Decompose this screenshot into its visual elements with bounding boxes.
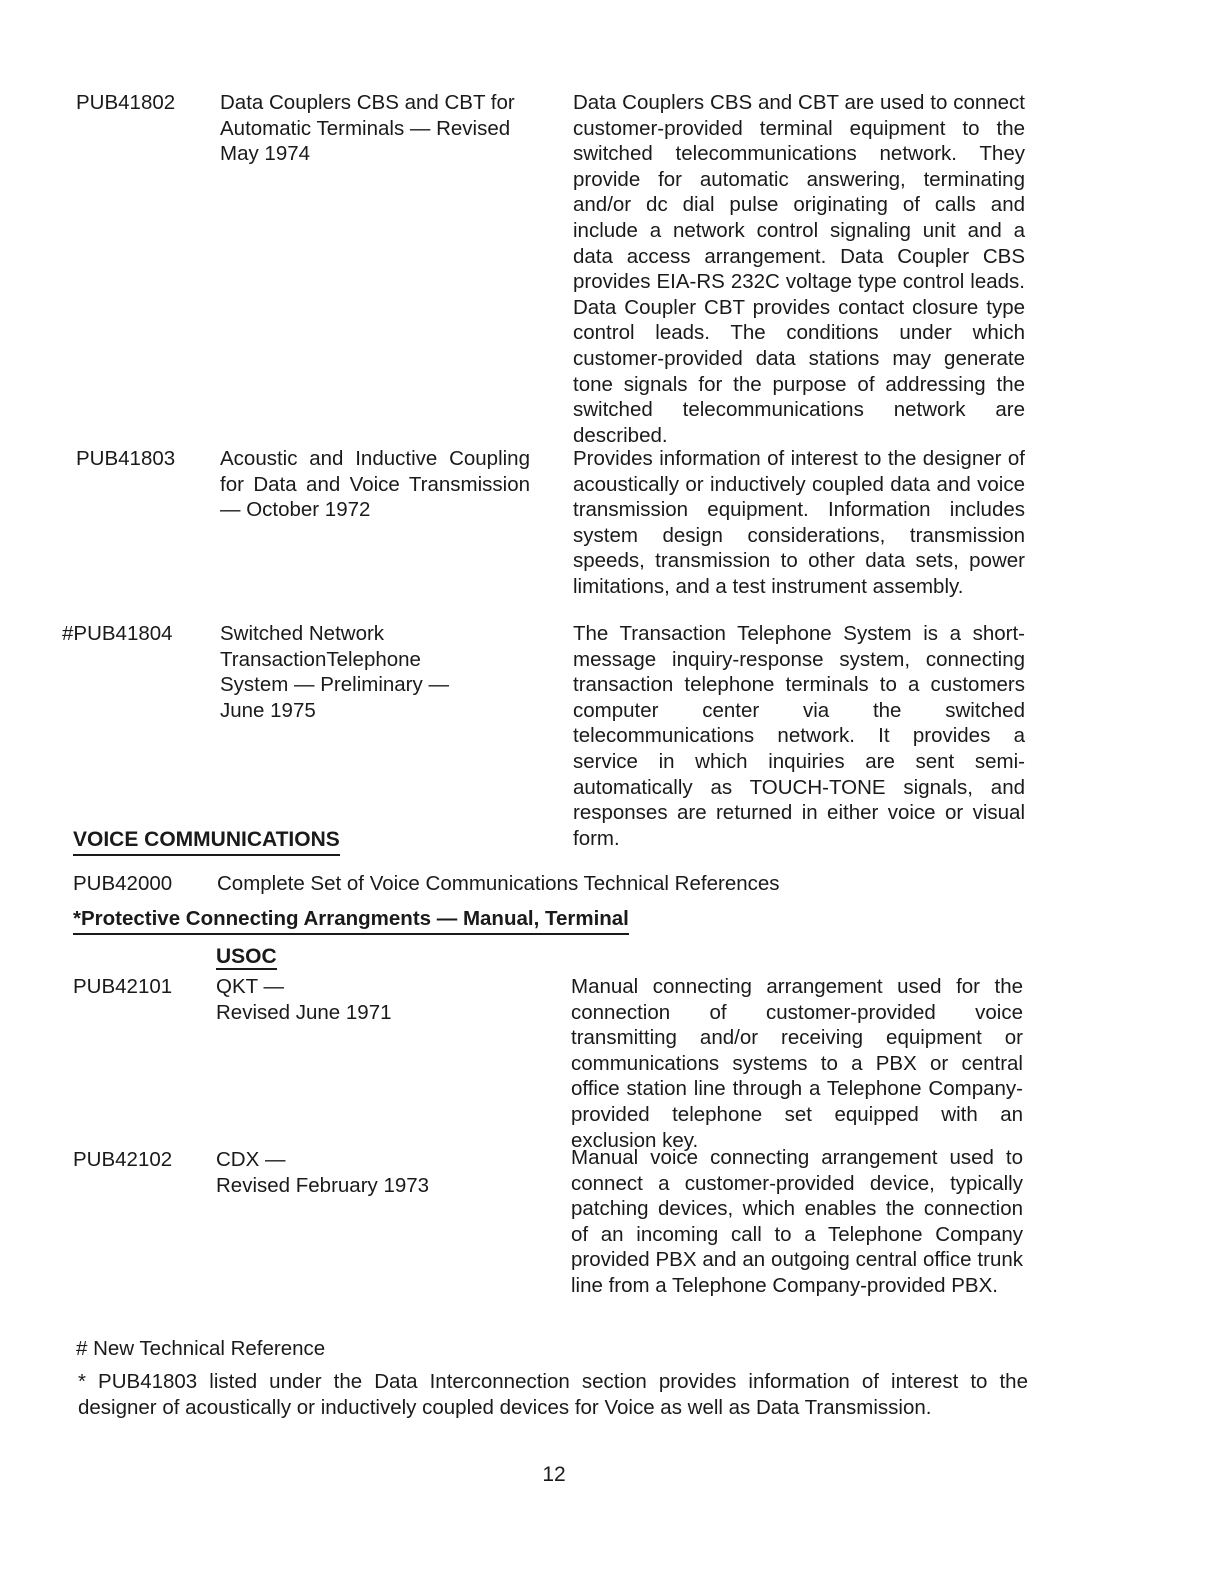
entry-usoc-block	[216, 974, 516, 1025]
entry-code: PUB42101	[73, 975, 173, 998]
page-number: 12	[542, 1463, 566, 1486]
entry-code: PUB42000	[73, 872, 173, 895]
entry-description: The Transaction Telephone System is a short-message inquiry-response system, connecting transaction telephone terminals to a customers computer center via the switched telecommunications network. It provides a service in which inquiries are sent semi-automatically as TOUCH-TONE signals, and responses are returned in either voice or visual form.	[573, 622, 1025, 850]
entry-title: Data Couplers CBS and CBT for Automatic Terminals — Revised May 1974	[220, 91, 515, 166]
entry-code: PUB41802	[76, 91, 176, 114]
entry-code: #PUB41804	[62, 622, 173, 645]
entry-description: Provides information of interest to the designer of acoustically or inductively coupled data and voice transmission equipment. Information includes system design considerations, transmission speeds, transmission to other data sets, power limitations, and a test instrument assembly.	[573, 447, 1025, 598]
entry-usoc-block	[216, 1147, 516, 1198]
subsection-heading: *Protective Connecting Arrangments — Manual, Terminal	[73, 907, 629, 935]
section-heading: VOICE COMMUNICATIONS	[73, 828, 340, 856]
entry-title: Complete Set of Voice Communications Technical References	[217, 872, 780, 895]
new-reference-note: # New Technical Reference	[76, 1337, 326, 1360]
asterisk-note: * PUB41803 listed under the Data Interconnection section provides information of interest to the designer of acoustically or inductively coupled devices for Voice as well as Data Transmission.	[78, 1370, 1028, 1419]
entry-code: PUB42102	[73, 1148, 173, 1171]
entry-title: Acoustic and Inductive Coupling for Data and Voice Transmission — October 1972	[220, 447, 530, 522]
entry-code: PUB41803	[76, 447, 176, 470]
entry-description: Manual voice connecting arrangement used to connect a customer-provided device, typically patching devices, which enables the connection of an incoming call to a Telephone Company provided PBX and an outgoing central office trunk line from a Telephone Company-provided PBX.	[571, 1146, 1023, 1297]
usoc-label: USOC	[216, 945, 277, 968]
entry-description: Data Couplers CBS and CBT are used to connect customer-provided terminal equipment to the switched telecommunications network. They provide for automatic answering, terminating and/or dc dial pulse originating of calls and include a network control signaling unit and a data access arrangement. Data Coupler CBS provides EIA-RS 232C voltage type control leads. Data Coupler CBT provides contact closure type control leads. The conditions under which customer-provided data stations may generate tone signals for the purpose of addressing the switched telecommunications network are described.	[573, 91, 1025, 447]
revised-date: Revised June 1971	[216, 1000, 392, 1024]
revised-date: Revised February 1973	[216, 1173, 430, 1197]
entry-description: Manual connecting arrangement used for the connection of customer-provided voice transmitting and/or receiving equipment or communications systems to a PBX or central office station line through a Telephone Company-provided telephone set equipped with an exclusion key.	[571, 975, 1023, 1152]
entry-title: Switched Network TransactionTelephone System — Preliminary — June 1975	[220, 622, 449, 722]
usoc-code: QKT —	[216, 975, 284, 998]
usoc-code: CDX —	[216, 1148, 286, 1171]
